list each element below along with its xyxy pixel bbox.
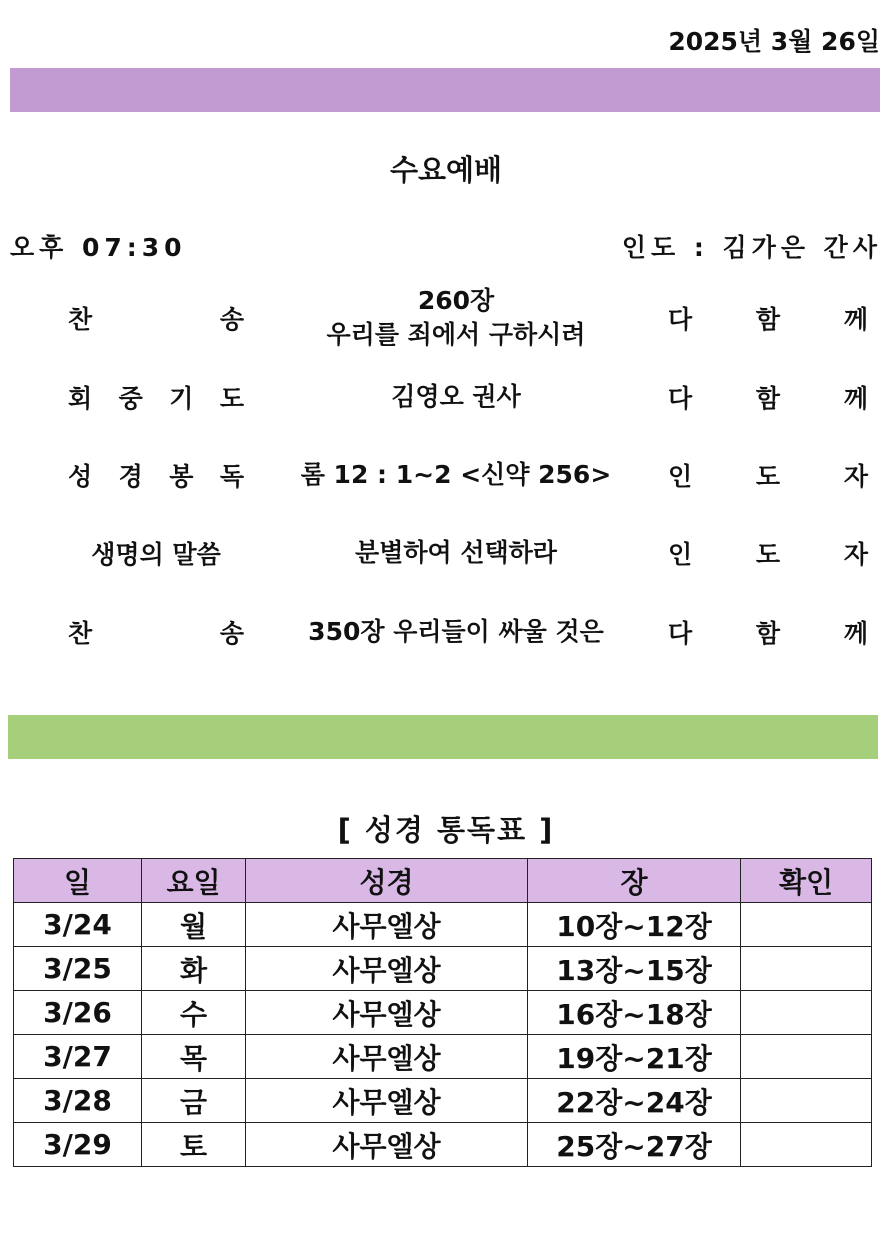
order-participant bbox=[668, 518, 868, 588]
table-cell: 25장~27장 bbox=[528, 1123, 741, 1167]
check-cell bbox=[741, 947, 872, 991]
table-cell: 목 bbox=[142, 1035, 246, 1079]
order-row bbox=[0, 362, 892, 432]
order-label-char: 성 bbox=[68, 462, 93, 491]
order-label-char: 회 bbox=[68, 384, 93, 413]
order-participant-char: 인 bbox=[668, 462, 693, 491]
service-time: 오후 07:30 bbox=[10, 233, 187, 262]
order-label-char: 경 bbox=[118, 462, 143, 491]
order-participant-char: 께 bbox=[843, 305, 868, 334]
table-cell: 3/24 bbox=[14, 903, 142, 947]
order-row bbox=[0, 597, 892, 667]
table-row bbox=[14, 991, 872, 1035]
check-cell bbox=[741, 991, 872, 1035]
table-cell: 13장~15장 bbox=[528, 947, 741, 991]
order-label bbox=[68, 518, 244, 588]
order-row bbox=[0, 283, 892, 353]
order-participant-char: 함 bbox=[755, 619, 781, 648]
table-row bbox=[14, 1123, 872, 1167]
order-participant-char: 다 bbox=[668, 384, 693, 413]
order-content-line: 우리를 죄에서 구하시려 bbox=[326, 320, 586, 349]
table-cell: 22장~24장 bbox=[528, 1079, 741, 1123]
reading-plan-table bbox=[13, 858, 872, 1167]
order-label-char: 찬 bbox=[68, 619, 93, 648]
order-participant-char: 다 bbox=[668, 305, 693, 334]
order-content bbox=[282, 597, 630, 667]
service-title: 수요예배 bbox=[389, 153, 503, 187]
table-cell: 금 bbox=[142, 1079, 246, 1123]
order-content bbox=[282, 518, 630, 588]
table-cell: 16장~18장 bbox=[528, 991, 741, 1035]
table-cell: 토 bbox=[142, 1123, 246, 1167]
service-leader: 인도 : 김가은 간사 bbox=[621, 233, 882, 262]
table-cell: 사무엘상 bbox=[246, 947, 528, 991]
order-participant-char: 자 bbox=[843, 540, 868, 569]
table-row bbox=[14, 903, 872, 947]
check-cell bbox=[741, 1079, 872, 1123]
table-cell: 3/26 bbox=[14, 991, 142, 1035]
check-cell bbox=[741, 1035, 872, 1079]
order-content-line: 김영오 권사 bbox=[391, 382, 521, 412]
order-content bbox=[282, 440, 630, 510]
order-participant-char: 함 bbox=[755, 384, 781, 413]
order-label bbox=[68, 440, 244, 510]
reading-plan-title: [ 성경 통독표 ] bbox=[337, 813, 555, 847]
order-row bbox=[0, 440, 892, 510]
order-participant-char: 께 bbox=[843, 384, 868, 413]
order-label bbox=[68, 362, 244, 432]
order-content bbox=[282, 362, 630, 432]
table-cell: 3/28 bbox=[14, 1079, 142, 1123]
order-participant bbox=[668, 597, 868, 667]
order-label-char: 송 bbox=[219, 305, 244, 334]
table-row bbox=[14, 947, 872, 991]
table-cell: 사무엘상 bbox=[246, 1035, 528, 1079]
order-label-char: 기 bbox=[169, 384, 194, 413]
order-content bbox=[282, 283, 630, 353]
purple-divider-bar bbox=[10, 68, 880, 112]
order-participant-char: 도 bbox=[755, 462, 781, 491]
table-cell: 사무엘상 bbox=[246, 1079, 528, 1123]
order-label-text: 생명의 말씀 bbox=[91, 540, 221, 569]
order-content-line: 350장 우리들이 싸울 것은 bbox=[308, 617, 604, 647]
order-label-char: 중 bbox=[118, 384, 143, 413]
order-label-char: 독 bbox=[219, 462, 244, 491]
column-header: 확인 bbox=[741, 859, 872, 903]
order-label-char: 찬 bbox=[68, 305, 93, 334]
order-label bbox=[68, 283, 244, 353]
order-participant-char: 다 bbox=[668, 619, 693, 648]
table-cell: 사무엘상 bbox=[246, 903, 528, 947]
order-participant-char: 도 bbox=[755, 540, 781, 569]
order-label-char: 도 bbox=[219, 384, 244, 413]
table-cell: 3/27 bbox=[14, 1035, 142, 1079]
table-header-row bbox=[14, 859, 872, 903]
table-cell: 10장~12장 bbox=[528, 903, 741, 947]
table-cell: 사무엘상 bbox=[246, 1123, 528, 1167]
table-row bbox=[14, 1035, 872, 1079]
table-cell: 월 bbox=[142, 903, 246, 947]
check-cell bbox=[741, 903, 872, 947]
order-participant bbox=[668, 283, 868, 353]
green-divider-bar bbox=[8, 715, 878, 759]
column-header: 장 bbox=[528, 859, 741, 903]
order-participant-char: 께 bbox=[843, 619, 868, 648]
column-header: 일 bbox=[14, 859, 142, 903]
column-header: 성경 bbox=[246, 859, 528, 903]
order-participant bbox=[668, 362, 868, 432]
column-header: 요일 bbox=[142, 859, 246, 903]
table-cell: 화 bbox=[142, 947, 246, 991]
order-content-line: 260장 bbox=[417, 286, 495, 316]
order-participant-char: 함 bbox=[755, 305, 781, 334]
bulletin-date: 2025년 3월 26일 bbox=[668, 27, 880, 56]
order-participant-char: 인 bbox=[668, 540, 693, 569]
table-cell: 3/25 bbox=[14, 947, 142, 991]
table-row bbox=[14, 1079, 872, 1123]
order-content-line: 분별하여 선택하라 bbox=[355, 538, 557, 568]
order-participant-char: 자 bbox=[843, 462, 868, 491]
order-label bbox=[68, 597, 244, 667]
order-row bbox=[0, 518, 892, 588]
table-cell: 사무엘상 bbox=[246, 991, 528, 1035]
order-label-char: 봉 bbox=[169, 462, 194, 491]
table-cell: 수 bbox=[142, 991, 246, 1035]
table-cell: 3/29 bbox=[14, 1123, 142, 1167]
order-participant bbox=[668, 440, 868, 510]
check-cell bbox=[741, 1123, 872, 1167]
order-content-line: 롬 12 : 1~2 <신약 256> bbox=[300, 460, 612, 490]
order-label-char: 송 bbox=[219, 619, 244, 648]
table-cell: 19장~21장 bbox=[528, 1035, 741, 1079]
